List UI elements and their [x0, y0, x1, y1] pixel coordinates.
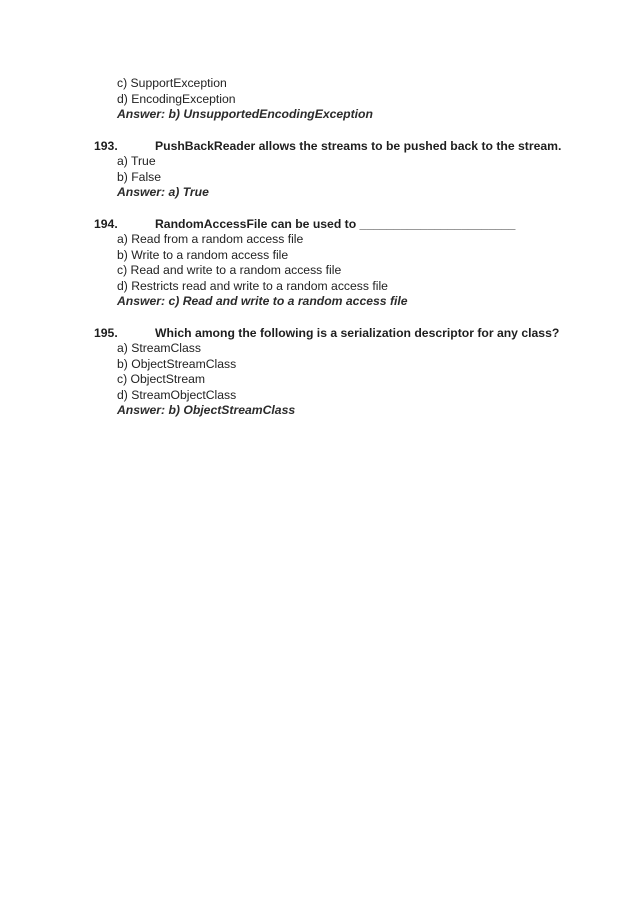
question-heading: [94, 326, 594, 342]
question-number: 195.: [94, 325, 118, 340]
option-c: c) SupportException: [117, 76, 227, 90]
answer-line: Answer: c) Read and write to a random access file: [117, 294, 408, 308]
option-b: b) False: [117, 169, 162, 184]
question-number: 193.: [94, 138, 118, 153]
question-193: [94, 139, 594, 201]
option-b: b) ObjectStreamClass: [117, 356, 237, 371]
spacer: [94, 201, 594, 217]
option-c: c) ObjectStream: [117, 372, 206, 386]
spacer: [94, 123, 594, 139]
option-b: b) Write to a random access file: [117, 247, 289, 262]
question-text: Which among the following is a serialization descriptor for any class?: [155, 325, 560, 340]
question-heading: [94, 217, 594, 233]
answer-line: Answer: b) UnsupportedEncodingException: [117, 107, 373, 121]
option-d: d) EncodingException: [117, 91, 236, 106]
question-192-continuation: [94, 76, 594, 123]
option-a: a) StreamClass: [117, 341, 201, 355]
option-c: c) Read and write to a random access file: [117, 263, 342, 277]
answer-line: Answer: a) True: [117, 185, 209, 199]
spacer: [94, 310, 594, 326]
question-text: PushBackReader allows the streams to be pushed back to the stream.: [155, 138, 562, 153]
answer-line: Answer: b) ObjectStreamClass: [117, 403, 296, 417]
page-content: [94, 76, 594, 419]
question-text: RandomAccessFile can be used to _______________________: [155, 216, 516, 231]
question-194: [94, 217, 594, 310]
question-number: 194.: [94, 216, 118, 231]
option-d: d) StreamObjectClass: [117, 387, 237, 402]
option-a: a) Read from a random access file: [117, 232, 304, 246]
question-195: [94, 326, 594, 419]
option-d: d) Restricts read and write to a random access file: [117, 278, 388, 293]
question-heading: [94, 139, 594, 155]
option-a: a) True: [117, 154, 156, 168]
